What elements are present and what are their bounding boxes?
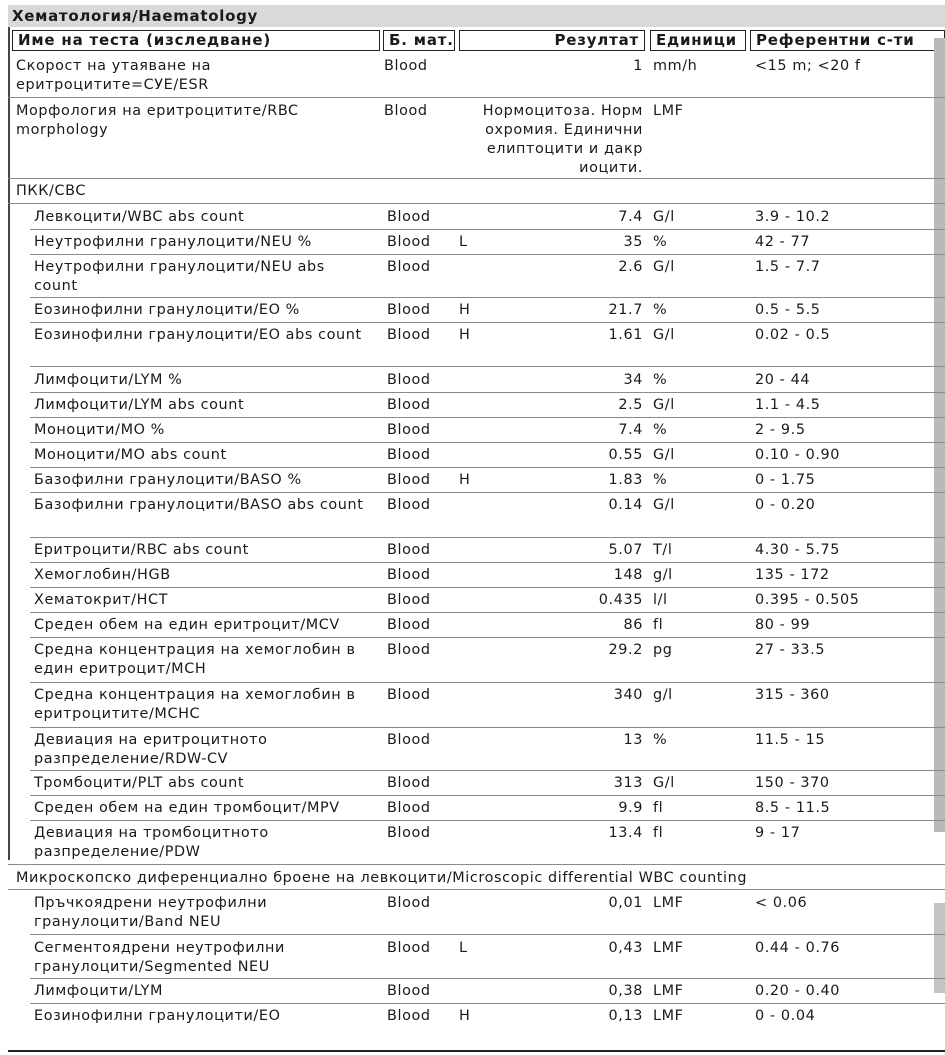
reference-range: 150 - 370 (755, 775, 830, 791)
reference-range: 0 - 0.04 (755, 1008, 816, 1024)
column-header-result: Резултат (459, 30, 645, 51)
test-name: Морфология на еритроцитите/RBC morphology (16, 103, 299, 138)
row-separator (30, 1003, 945, 1004)
sample-type: Blood (387, 302, 431, 318)
abnormal-flag: L (459, 234, 468, 250)
result-value: 0,43 (608, 940, 643, 956)
row-separator (30, 442, 945, 443)
result-value: 86 (623, 617, 643, 633)
units-value: G/l (653, 497, 675, 513)
test-name: Лимфоцити/LYM abs count (34, 397, 245, 413)
result-value: 0,38 (608, 983, 643, 999)
units-value: G/l (653, 775, 675, 791)
result-value: 148 (613, 567, 643, 583)
row-separator (30, 297, 945, 298)
reference-range: <15 m; <20 f (755, 58, 861, 74)
test-name: Скорост на утаяване на еритроцитите=СУЕ/ESR (16, 58, 212, 93)
units-value: LMF (653, 103, 684, 119)
row-separator (30, 229, 945, 230)
test-name: Неутрофилни гранулоцити/NEU abs count (34, 259, 325, 294)
row-separator (8, 178, 945, 179)
row-separator (8, 864, 945, 865)
result-value: 13.4 (608, 825, 643, 841)
reference-range: 0 - 1.75 (755, 472, 816, 488)
result-value: 0,13 (608, 1008, 643, 1024)
row-separator (30, 254, 945, 255)
reference-range: 80 - 99 (755, 617, 811, 633)
sample-type: Blood (387, 1008, 431, 1024)
sample-type: Blood (387, 825, 431, 841)
test-name: Еозинофилни гранулоцити/EO (34, 1008, 281, 1024)
row-separator (30, 587, 945, 588)
units-value: % (653, 372, 668, 388)
row-separator (30, 392, 945, 393)
test-name: Тромбоцити/PLT abs count (34, 775, 245, 791)
test-name: Среден обем на един еритроцит/MCV (34, 617, 340, 633)
reference-range: 3.9 - 10.2 (755, 209, 831, 225)
row-separator (30, 417, 945, 418)
units-value: fl (653, 800, 664, 816)
test-name: Хемоглобин/HGB (34, 567, 171, 583)
column-header-units: Единици (650, 30, 746, 51)
test-name: Сегментоядрени неутрофилни гранулоцити/Segmented NEU (34, 940, 286, 975)
column-header-sample: Б. мат. (383, 30, 455, 51)
test-name: Средна концентрация на хемоглобин в еритроцитите/MCHC (34, 687, 356, 722)
units-value: G/l (653, 327, 675, 343)
reference-range: 27 - 33.5 (755, 642, 826, 658)
units-value: % (653, 422, 668, 438)
abnormal-flag: H (459, 327, 471, 343)
section-title: Хематология/Haematology (12, 7, 259, 25)
row-separator (30, 322, 945, 323)
test-name: Средна концентрация на хемоглобин в един еритроцит/MCH (34, 642, 356, 677)
result-value: 1.61 (608, 327, 643, 343)
test-name: Базофилни гранулоцити/BASO % (34, 472, 302, 488)
row-separator (30, 682, 945, 683)
row-separator (30, 795, 945, 796)
units-value: T/l (653, 542, 673, 558)
result-value: 340 (613, 687, 643, 703)
units-value: g/l (653, 567, 673, 583)
reference-range: 0.10 - 0.90 (755, 447, 841, 463)
test-name: Пръчкоядрени неутрофилни гранулоцити/Band NEU (34, 895, 268, 930)
result-value: 2.6 (618, 259, 643, 275)
sample-type: Blood (387, 983, 431, 999)
units-value: l/l (653, 592, 668, 608)
group-header: ПКК/CBC (16, 183, 87, 199)
sample-type: Blood (387, 642, 431, 658)
row-separator (30, 537, 945, 538)
test-name: Девиация на еритроцитното разпределение/RDW-CV (34, 732, 268, 767)
row-separator (30, 612, 945, 613)
units-value: pg (653, 642, 673, 658)
units-value: g/l (653, 687, 673, 703)
test-name: Левкоцити/WBC abs count (34, 209, 245, 225)
sample-type: Blood (387, 895, 431, 911)
result-value: 0.14 (608, 497, 643, 513)
result-value: 13 (623, 732, 643, 748)
test-name: Хематокрит/HCT (34, 592, 169, 608)
sample-type: Blood (387, 397, 431, 413)
bottom-border (8, 1050, 945, 1052)
reference-range: 1.5 - 7.7 (755, 259, 821, 275)
sample-type: Blood (384, 58, 428, 74)
result-value: 313 (613, 775, 643, 791)
result-value: 35 (623, 234, 643, 250)
sample-type: Blood (387, 497, 431, 513)
reference-range: 2 - 9.5 (755, 422, 806, 438)
test-name: Еритроцити/RBC abs count (34, 542, 249, 558)
sample-type: Blood (387, 617, 431, 633)
test-name: Еозинофилни гранулоцити/EO abs count (34, 327, 362, 343)
row-separator (30, 562, 945, 563)
test-name: Девиация на тромбоцитното разпределение/PDW (34, 825, 269, 860)
result-value: 7.4 (618, 422, 643, 438)
test-name: Среден обем на един тромбоцит/MPV (34, 800, 340, 816)
column-header-reference: Референтни с-ти (750, 30, 945, 51)
units-value: G/l (653, 259, 675, 275)
column-header-test: Име на теста (изследване) (12, 30, 380, 51)
units-value: G/l (653, 397, 675, 413)
result-value: 0,01 (608, 895, 643, 911)
result-value: Нормоцитоза. Нормохромия. Единични елиптоцити и дакриоцити. (482, 103, 643, 176)
reference-range: 20 - 44 (755, 372, 811, 388)
reference-range: 4.30 - 5.75 (755, 542, 841, 558)
result-value: 2.5 (618, 397, 643, 413)
row-separator (30, 467, 945, 468)
reference-range: 0.20 - 0.40 (755, 983, 841, 999)
result-value: 1.83 (608, 472, 643, 488)
group-header: Микроскопско диференциално броене на левкоцити/Microscopic differential WBC counting (16, 870, 748, 886)
test-name: Моноцити/MO abs count (34, 447, 227, 463)
sample-type: Blood (387, 472, 431, 488)
units-value: G/l (653, 209, 675, 225)
test-name: Лимфоцити/LYM % (34, 372, 183, 388)
reference-range: 11.5 - 15 (755, 732, 826, 748)
sample-type: Blood (387, 940, 431, 956)
result-value: 7.4 (618, 209, 643, 225)
result-value: 1 (633, 58, 643, 74)
reference-range: 9 - 17 (755, 825, 801, 841)
row-separator (30, 727, 945, 728)
reference-range: < 0.06 (755, 895, 808, 911)
row-separator (30, 820, 945, 821)
reference-range: 0 - 0.20 (755, 497, 816, 513)
sample-type: Blood (384, 103, 428, 119)
scrollbar-lower (934, 903, 945, 993)
units-value: % (653, 472, 668, 488)
row-separator (8, 97, 945, 98)
result-value: 34 (623, 372, 643, 388)
row-separator (8, 889, 945, 890)
units-value: LMF (653, 940, 684, 956)
units-value: fl (653, 825, 664, 841)
abnormal-flag: L (459, 940, 468, 956)
reference-range: 0.44 - 0.76 (755, 940, 841, 956)
reference-range: 42 - 77 (755, 234, 811, 250)
units-value: LMF (653, 895, 684, 911)
sample-type: Blood (387, 447, 431, 463)
left-border (8, 27, 10, 860)
test-name: Неутрофилни гранулоцити/NEU % (34, 234, 312, 250)
sample-type: Blood (387, 372, 431, 388)
sample-type: Blood (387, 687, 431, 703)
sample-type: Blood (387, 567, 431, 583)
sample-type: Blood (387, 732, 431, 748)
reference-range: 0.02 - 0.5 (755, 327, 831, 343)
row-separator (30, 934, 945, 935)
reference-range: 0.5 - 5.5 (755, 302, 821, 318)
result-value: 5.07 (608, 542, 643, 558)
abnormal-flag: H (459, 472, 471, 488)
reference-range: 135 - 172 (755, 567, 830, 583)
row-separator (30, 770, 945, 771)
result-value: 9.9 (618, 800, 643, 816)
test-name: Лимфоцити/LYM (34, 983, 163, 999)
abnormal-flag: H (459, 1008, 471, 1024)
reference-range: 0.395 - 0.505 (755, 592, 860, 608)
row-separator (30, 492, 945, 493)
row-separator (30, 978, 945, 979)
sample-type: Blood (387, 234, 431, 250)
sample-type: Blood (387, 542, 431, 558)
row-separator (8, 203, 945, 204)
sample-type: Blood (387, 592, 431, 608)
reference-range: 315 - 360 (755, 687, 830, 703)
abnormal-flag: H (459, 302, 471, 318)
sample-type: Blood (387, 800, 431, 816)
units-value: LMF (653, 1008, 684, 1024)
reference-range: 1.1 - 4.5 (755, 397, 821, 413)
sample-type: Blood (387, 209, 431, 225)
sample-type: Blood (387, 775, 431, 791)
sample-type: Blood (387, 327, 431, 343)
row-separator (30, 637, 945, 638)
units-value: fl (653, 617, 664, 633)
units-value: mm/h (653, 58, 698, 74)
units-value: LMF (653, 983, 684, 999)
reference-range: 8.5 - 11.5 (755, 800, 831, 816)
sample-type: Blood (387, 259, 431, 275)
result-value: 0.55 (608, 447, 643, 463)
result-value: 0.435 (598, 592, 643, 608)
test-name: Базофилни гранулоцити/BASO abs count (34, 497, 364, 513)
units-value: % (653, 732, 668, 748)
result-value: 29.2 (608, 642, 643, 658)
scrollbar[interactable] (934, 38, 945, 832)
units-value: % (653, 302, 668, 318)
test-name: Моноцити/MO % (34, 422, 165, 438)
sample-type: Blood (387, 422, 431, 438)
result-value: 21.7 (608, 302, 643, 318)
row-separator (30, 366, 945, 367)
units-value: % (653, 234, 668, 250)
units-value: G/l (653, 447, 675, 463)
test-name: Еозинофилни гранулоцити/EO % (34, 302, 300, 318)
